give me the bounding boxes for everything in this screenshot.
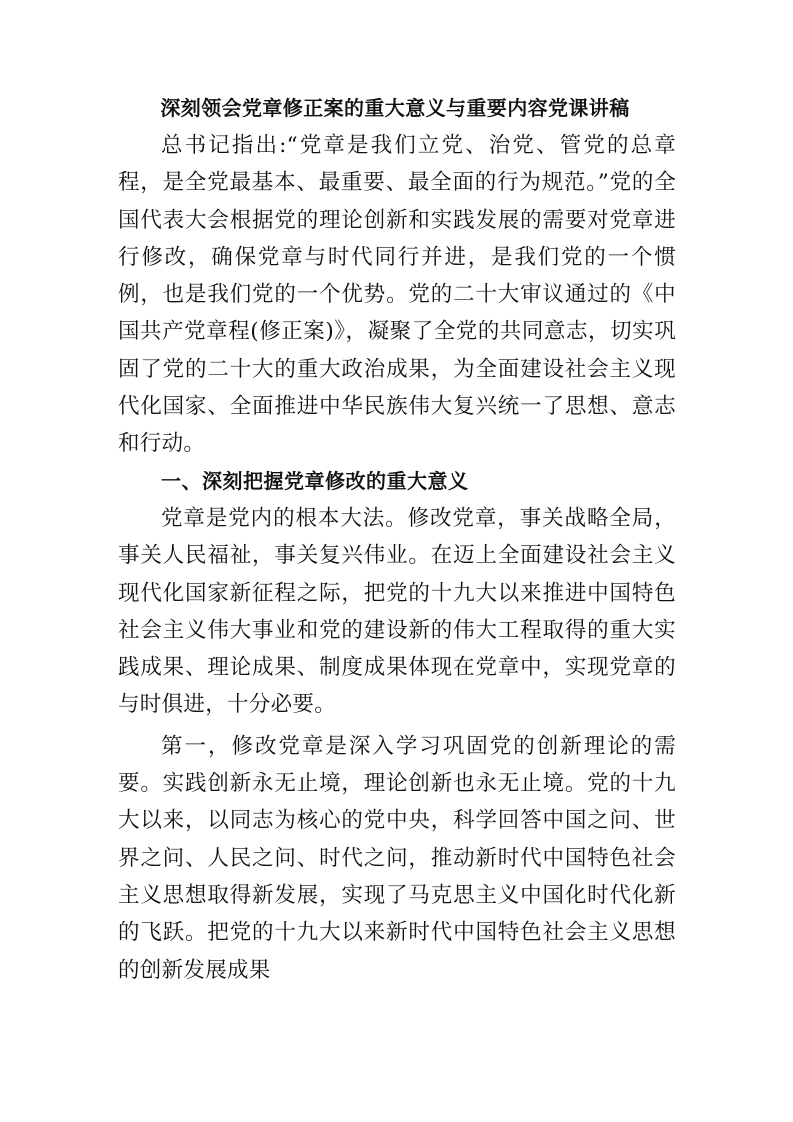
section-heading: 一、深刻把握党章修改的重大意义 bbox=[161, 468, 469, 493]
document-page bbox=[118, 92, 676, 989]
document-title: 深刻领会党章修正案的重大意义与重要内容党课讲稿 bbox=[160, 96, 630, 120]
intro-paragraph: 总书记指出:“党章是我们立党、治党、管党的总章程，是全党最基本、最重要、最全面的行为规范。”党的全国代表大会根据党的理论创新和实践发展的需要对党章进行修改，确保党章与时代同行并进，是我们党的一个惯例，也是我们党的一个优势。党的二十大审议通过的《中国共产党章程(修正案)》，凝聚了全党的共同意志，切实巩固了党的二十大的重大政治成果，为全面建设社会主义现代化国家、全面推进中华民族伟大复兴统一了思想、意志和行动。 bbox=[118, 133, 676, 457]
body-paragraph: 党章是党内的根本大法。修改党章，事关战略全局，事关人民福祉，事关复兴伟业。在迈上全面建设社会主义现代化国家新征程之际，把党的十九大以来推进中国特色社会主义伟大事业和党的建设新的伟大工程取得的重大实践成果、理论成果、制度成果体现在党章中，实现党章的与时俱进，十分必要。 bbox=[118, 505, 676, 718]
body-paragraph: 第一，修改党章是深入学习巩固党的创新理论的需要。实践创新永无止境，理论创新也永无止境。党的十九大以来，以同志为核心的党中央，科学回答中国之问、世界之问、人民之问、时代之问，推动新时代中国特色社会主义思想取得新发展，实现了马克思主义中国化时代化新的飞跃。把党的十九大以来新时代中国特色社会主义思想的创新发展成果 bbox=[118, 733, 676, 983]
